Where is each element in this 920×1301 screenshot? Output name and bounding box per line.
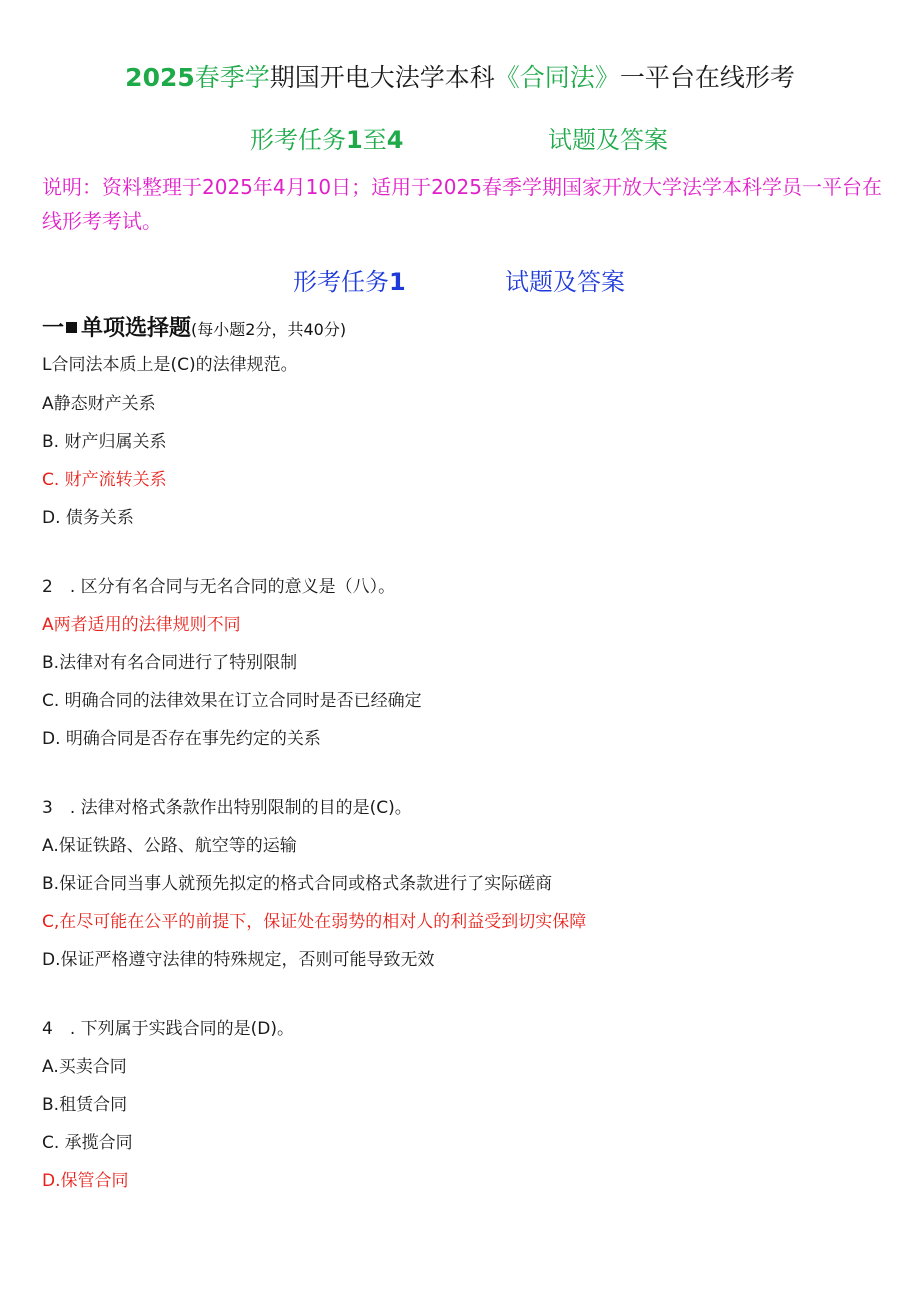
task-number: 1	[389, 268, 406, 296]
question-stem: 2 . 区分有名合同与无名合同的意义是（八）。	[42, 577, 396, 597]
section-detail: (每小题2分，共40分)	[191, 320, 347, 339]
title-course: 《合同法》	[494, 63, 620, 92]
section-title: 单项选择题	[81, 316, 192, 341]
option: B.租赁合同	[42, 1095, 128, 1115]
task-prefix: 形考任务	[293, 268, 389, 296]
note-paragraph: 说明：资料整理于2025年4月10日；适用于2025春季学期国家开放大学法学本科学员一平台在线形考考试。	[42, 175, 882, 233]
task-heading	[0, 262, 920, 298]
task-heading-left	[293, 262, 406, 297]
option: B.保证合同当事人就预先拟定的格式合同或格式条款进行了实际磋商	[42, 874, 553, 894]
option-correct: C,在尽可能在公平的前提下，保证处在弱势的相对人的利益受到切实保障	[42, 912, 587, 932]
option: B.法律对有名合同进行了特别限制	[42, 653, 298, 673]
subtitle-prefix: 形考任务	[250, 126, 346, 154]
option-correct: A两者适用的法律规则不同	[42, 615, 241, 635]
option: D. 明确合同是否存在事先约定的关系	[42, 729, 321, 749]
question-stem: 3 . 法律对格式条款作出特别限制的目的是(C)。	[42, 798, 412, 818]
option: C. 明确合同的法律效果在订立合同时是否已经确定	[42, 691, 422, 711]
question-stem: L合同法本质上是(C)的法律规范。	[42, 355, 298, 375]
option: A.保证铁路、公路、航空等的运输	[42, 836, 297, 856]
question-stem: 4 . 下列属于实践合同的是(D)。	[42, 1019, 294, 1039]
section-heading	[42, 312, 346, 347]
option: D.保证严格遵守法律的特殊规定，否则可能导致无效	[42, 950, 435, 970]
option: A.买卖合同	[42, 1057, 127, 1077]
option: D. 债务关系	[42, 508, 134, 528]
subtitle-left	[250, 120, 403, 155]
document-subtitle	[0, 120, 920, 156]
option: B. 财产归属关系	[42, 432, 167, 452]
subtitle-num-2: 4	[386, 126, 404, 154]
option: A静态财产关系	[42, 394, 156, 414]
document-title	[0, 60, 920, 96]
title-part-2: 期国开电大法学本科	[269, 63, 495, 92]
square-bullet-icon	[66, 322, 77, 333]
title-part-4: 一平台在线形考	[619, 63, 795, 92]
section-number: 一	[42, 316, 65, 341]
title-part-1: 春季学	[194, 63, 270, 92]
task-heading-right: 试题及答案	[505, 268, 625, 296]
title-year: 2025	[125, 63, 195, 92]
subtitle-num-1: 1	[346, 126, 363, 154]
option-correct: C. 财产流转关系	[42, 470, 167, 490]
option-correct: D.保管合同	[42, 1171, 129, 1191]
subtitle-mid: 至	[362, 126, 387, 154]
option: C. 承揽合同	[42, 1133, 133, 1153]
subtitle-right: 试题及答案	[548, 126, 668, 154]
